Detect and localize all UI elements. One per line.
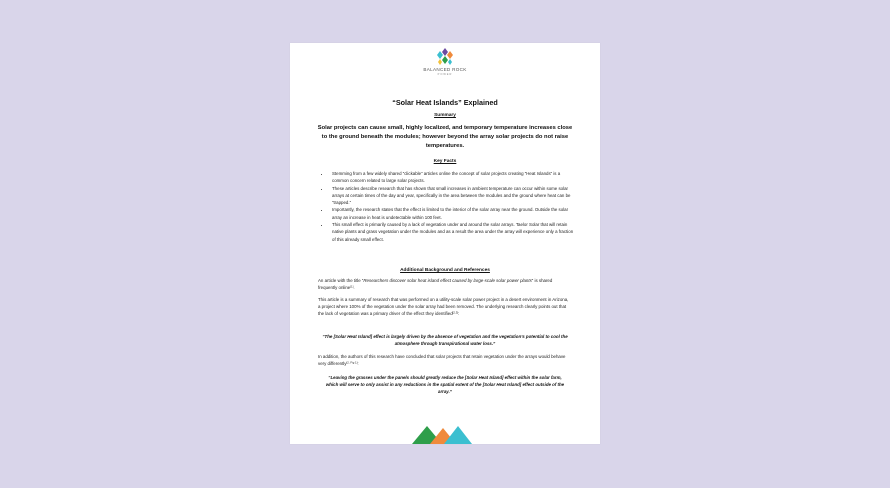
- footer-mountain-graphic: [290, 422, 600, 444]
- reference-marker: [1]: [350, 284, 354, 289]
- key-fact-item: • Stemming from a few widely shared “clickable” articles online the concept of solar projects creating “Heat Islands” is a common concern related to large solar projects.: [330, 170, 574, 185]
- document-page: [290, 43, 600, 444]
- quote-grasses: “Leaving the grasses under the panels should greatly reduce the [Solar Heat Island] effect within the solar farm, which will serve to only assist in any reductions in the spatial extent of the [Solar Heat Island] effect outside of the array.”: [325, 375, 565, 395]
- quote-vegetation: “The [Solar Heat Island] effect is largely driven by the absence of vegetation and the vegetation’s potential to cool the atmosphere through transpirational water loss.”: [322, 334, 568, 347]
- key-facts-heading: Key Facts: [433, 159, 457, 164]
- additional-heading: Additional Background and References: [400, 268, 490, 273]
- mountain-triangles-icon: [410, 422, 480, 444]
- document-title: “Solar Heat Islands” Explained: [392, 98, 498, 107]
- summary-heading: Summary: [434, 113, 456, 118]
- key-fact-item: • These articles describe research that has shown that small increases in ambient temperature can occur within some solar arrays at certain times of the day and year, specifically in the area between the modules and the ground where heat can be “trapped.”: [330, 185, 574, 207]
- balanced-rock-logo-icon: [434, 47, 456, 67]
- key-facts-list: [324, 170, 574, 243]
- reference-marker: [2, Fig 1]: [346, 360, 358, 365]
- paragraph-research-summary: This article is a summary of research that was performed on a utility-scale solar power project in a desert environment in Arizona, a project where 100% of the vegetation under the solar array had been removed. The underlying research clearly points out that the lack of vegetation was a primary driver of the effect they identified[2,3]:: [318, 297, 569, 317]
- key-fact-item: • Importantly, the research states that the effect is limited to the interior of the solar array near the ground. Outside the solar array an increase in heat is undetectable within 100 feet.: [330, 206, 574, 221]
- brand-subtitle: POWER: [437, 72, 453, 76]
- reference-marker: [2,3]: [452, 310, 459, 315]
- summary-text: Solar projects can cause small, highly localized, and temporary temperature increases close to the ground beneath the modules; however beyond the array solar projects do not raise temperatures.: [317, 125, 573, 149]
- key-fact-item: • This small effect is primarily caused by a lack of vegetation under and around the solar arrays. Taelor Solar that will retain native plants and grass vegetation under the modules and as a result the area under the array will experience only a fraction of this already small effect.: [330, 221, 574, 243]
- brand-name: BALANCED ROCK: [423, 67, 467, 72]
- company-logo: [290, 47, 600, 76]
- paragraph-article-title: An article with the title “Researchers discover solar heat island effect caused by large-scale solar power plants” is shared frequently online[1].: [318, 278, 553, 291]
- article-title-italic: Researchers discover solar heat island effect caused by large-scale solar power plants: [363, 278, 532, 283]
- paragraph-authors-conclusion: In addition, the authors of this research have concluded that solar projects that retain vegetation under the arrays would behave very differently[2, Fig 1]:: [318, 354, 566, 367]
